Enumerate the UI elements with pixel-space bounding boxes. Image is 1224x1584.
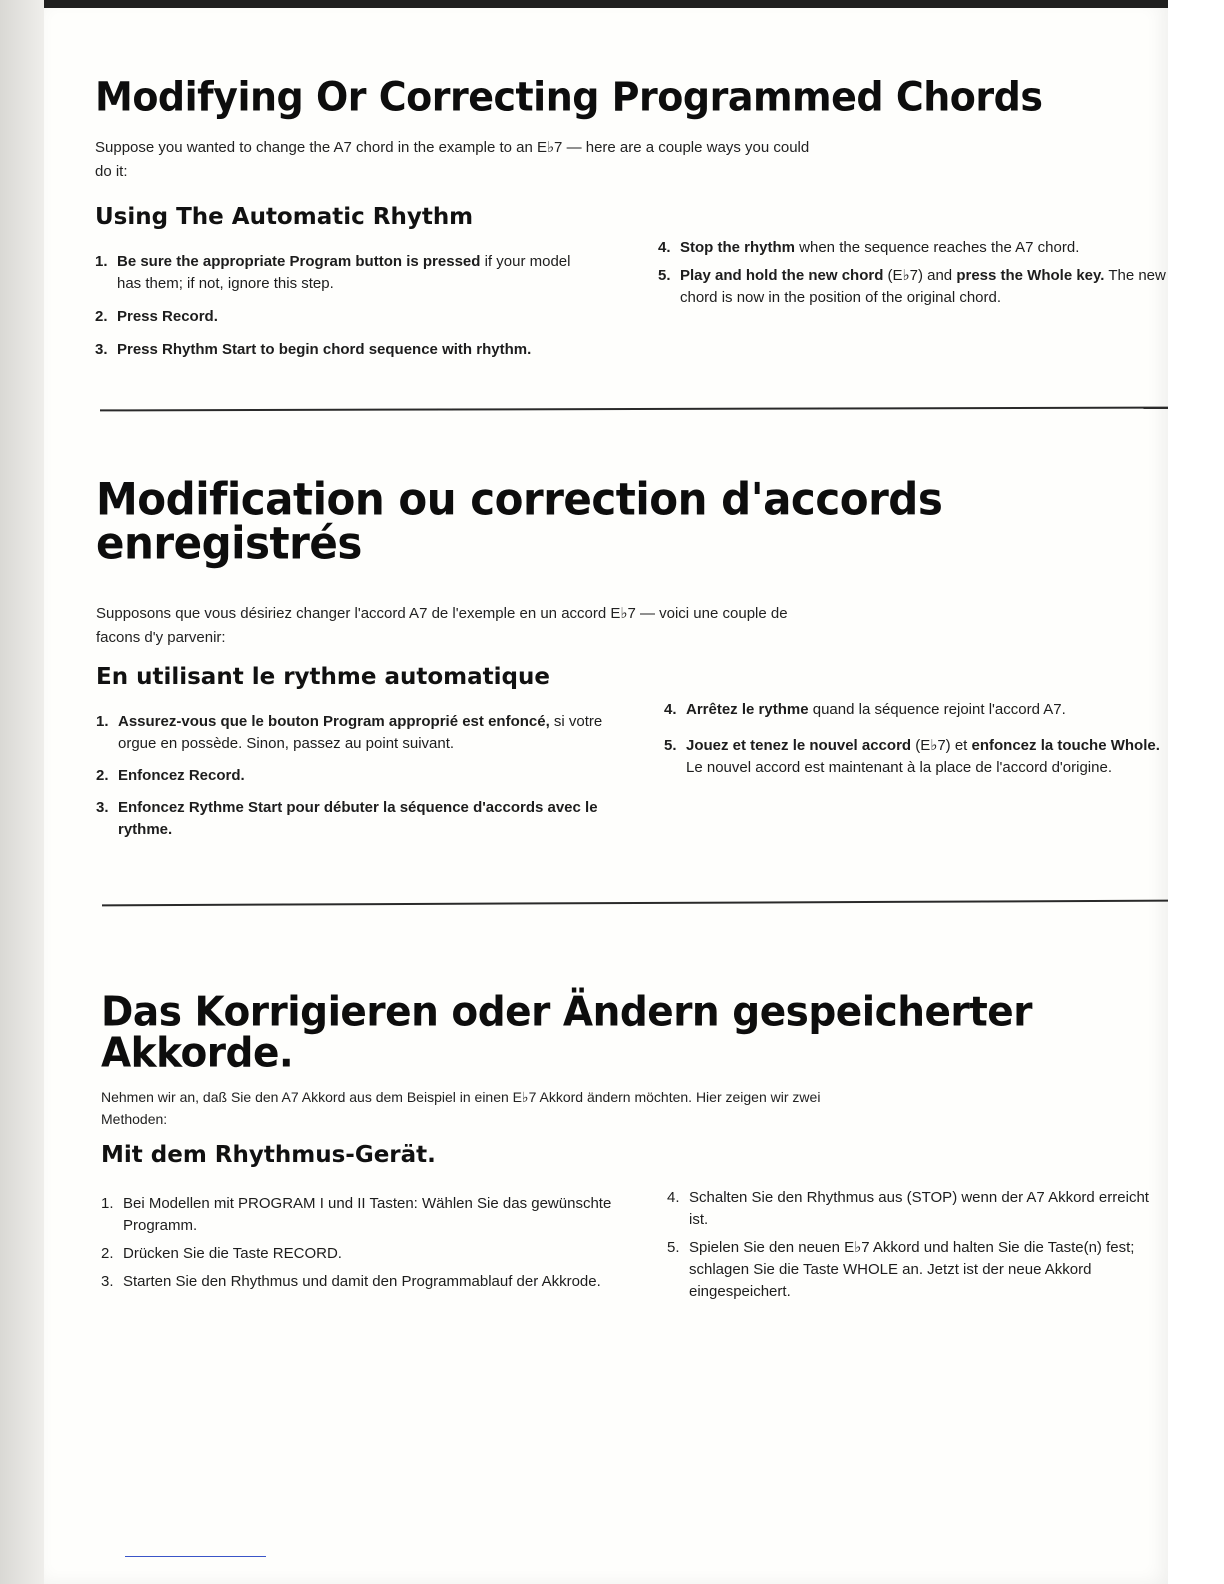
step-number: 1.	[95, 253, 108, 270]
steps-english	[95, 239, 1168, 381]
list-item	[101, 1193, 621, 1237]
step-number: 1.	[101, 1195, 114, 1212]
step-emphasis: Arrêtez le rythme	[686, 701, 809, 718]
step-number: 3.	[101, 1273, 114, 1290]
step-number: 5.	[667, 1239, 680, 1256]
step-text: (E♭7) and	[883, 267, 957, 284]
step-number: 3.	[96, 799, 109, 816]
list-item	[96, 711, 616, 755]
step-number: 4.	[658, 239, 671, 256]
steps-german-right	[667, 1187, 1168, 1303]
step-text: Starten Sie den Rhythmus und damit den Programmablauf der Akkrode.	[123, 1273, 601, 1290]
intro-german: Nehmen wir an, daß Sie den A7 Akkord aus dem Beispiel in einen E♭7 Akkord ändern möchten. Hier zeigen wir zwei Methoden:	[101, 1089, 821, 1127]
steps-french-left	[96, 711, 616, 841]
step-number: 5.	[658, 267, 671, 284]
intro-english: Suppose you wanted to change the A7 chord in the example to an E♭7 — here are a couple ways you could do it:	[95, 139, 810, 180]
step-emphasis: Stop the rhythm	[680, 239, 795, 256]
section-title-german: Das Korrigieren oder Ändern gespeicherter Akkorde.	[101, 988, 1032, 1078]
step-emphasis: Play and hold the new chord	[680, 267, 884, 284]
step-emphasis: Be sure the appropriate Program button is pressed	[117, 253, 481, 270]
section-french	[96, 473, 1168, 861]
step-number: 4.	[667, 1189, 680, 1206]
page-edge	[1168, 0, 1224, 1584]
step-text: Drücken Sie die Taste RECORD.	[123, 1245, 342, 1262]
steps-german	[101, 1189, 1168, 1343]
subtitle-german: Mit dem Rhythmus-Gerät.	[101, 1142, 436, 1168]
step-number: 2.	[95, 308, 108, 325]
step-text: Bei Modellen mit PROGRAM I und II Tasten: Wählen Sie das gewünschte Programm.	[123, 1195, 612, 1234]
intro-french: Supposons que vous désiriez changer l'accord A7 de l'exemple en un accord E♭7 — voici une couple de facons d'y parvenir:	[96, 605, 788, 646]
list-item	[667, 1237, 1168, 1303]
subtitle-french: En utilisant le rythme automatique	[96, 664, 550, 690]
step-emphasis: Press Rhythm Start to begin chord sequence with rhythm.	[117, 341, 532, 358]
list-item	[664, 735, 1168, 779]
steps-english-left	[95, 251, 585, 361]
list-item	[101, 1271, 621, 1293]
step-number: 5.	[664, 737, 677, 754]
step-emphasis: Press Record.	[117, 308, 218, 325]
step-emphasis: Assurez-vous que le bouton Program approprié est enfoncé,	[118, 713, 550, 730]
step-text: Schalten Sie den Rhythmus aus (STOP) wenn der A7 Akkord erreicht ist.	[689, 1189, 1149, 1228]
top-border	[44, 0, 1168, 8]
list-item	[96, 765, 616, 787]
step-text: si votre orgue en possède. Sinon, passez au point suivant.	[118, 713, 603, 752]
step-emphasis: Jouez et tenez le nouvel accord	[686, 737, 912, 754]
step-text: if your model has them; if not, ignore this step.	[117, 253, 571, 292]
step-text: Spielen Sie den neuen E♭7 Akkord und halten Sie die Taste(n) fest; schlagen Sie die Taste WHOLE an. Jetzt ist der neue Akkord eingespeichert.	[689, 1239, 1135, 1300]
section-english	[95, 73, 1168, 381]
list-item	[101, 1243, 621, 1265]
list-item	[658, 265, 1168, 309]
step-number: 3.	[95, 341, 108, 358]
list-item	[658, 237, 1168, 259]
steps-french	[96, 701, 1168, 861]
step-text: The new chord is now in the position of the original chord.	[680, 267, 1166, 306]
subtitle-english: Using The Automatic Rhythm	[95, 204, 474, 230]
step-text: quand la séquence rejoint l'accord A7.	[808, 701, 1066, 718]
step-text: (E♭7) et	[911, 737, 972, 754]
section-title-english: Modifying Or Correcting Programmed Chords	[95, 73, 1043, 121]
section-german	[101, 988, 1168, 1343]
step-emphasis: enfoncez la touche Whole.	[971, 737, 1160, 754]
step-text: when the sequence reaches the A7 chord.	[795, 239, 1080, 256]
steps-french-right	[664, 699, 1168, 779]
step-emphasis: Enfoncez Rythme Start pour débuter la séquence d'accords avec le rythme.	[118, 799, 598, 838]
page-binding-shadow	[0, 0, 44, 1584]
list-item	[667, 1187, 1168, 1231]
steps-english-right	[658, 237, 1168, 309]
steps-german-left	[101, 1193, 621, 1293]
step-number: 4.	[664, 701, 677, 718]
scan-mark	[125, 1556, 266, 1557]
step-number: 2.	[96, 767, 109, 784]
list-item	[95, 339, 585, 361]
section-title-french: Modification ou correction d'accords enregistrés	[96, 473, 943, 570]
step-number: 1.	[96, 713, 109, 730]
list-item	[664, 699, 1168, 721]
step-text: Le nouvel accord est maintenant à la place de l'accord d'origine.	[686, 759, 1112, 776]
step-emphasis: Enfoncez Record.	[118, 767, 245, 784]
list-item	[96, 797, 616, 841]
step-emphasis: press the Whole key.	[956, 267, 1105, 284]
list-item	[95, 306, 585, 328]
list-item	[95, 251, 585, 295]
step-number: 2.	[101, 1245, 114, 1262]
